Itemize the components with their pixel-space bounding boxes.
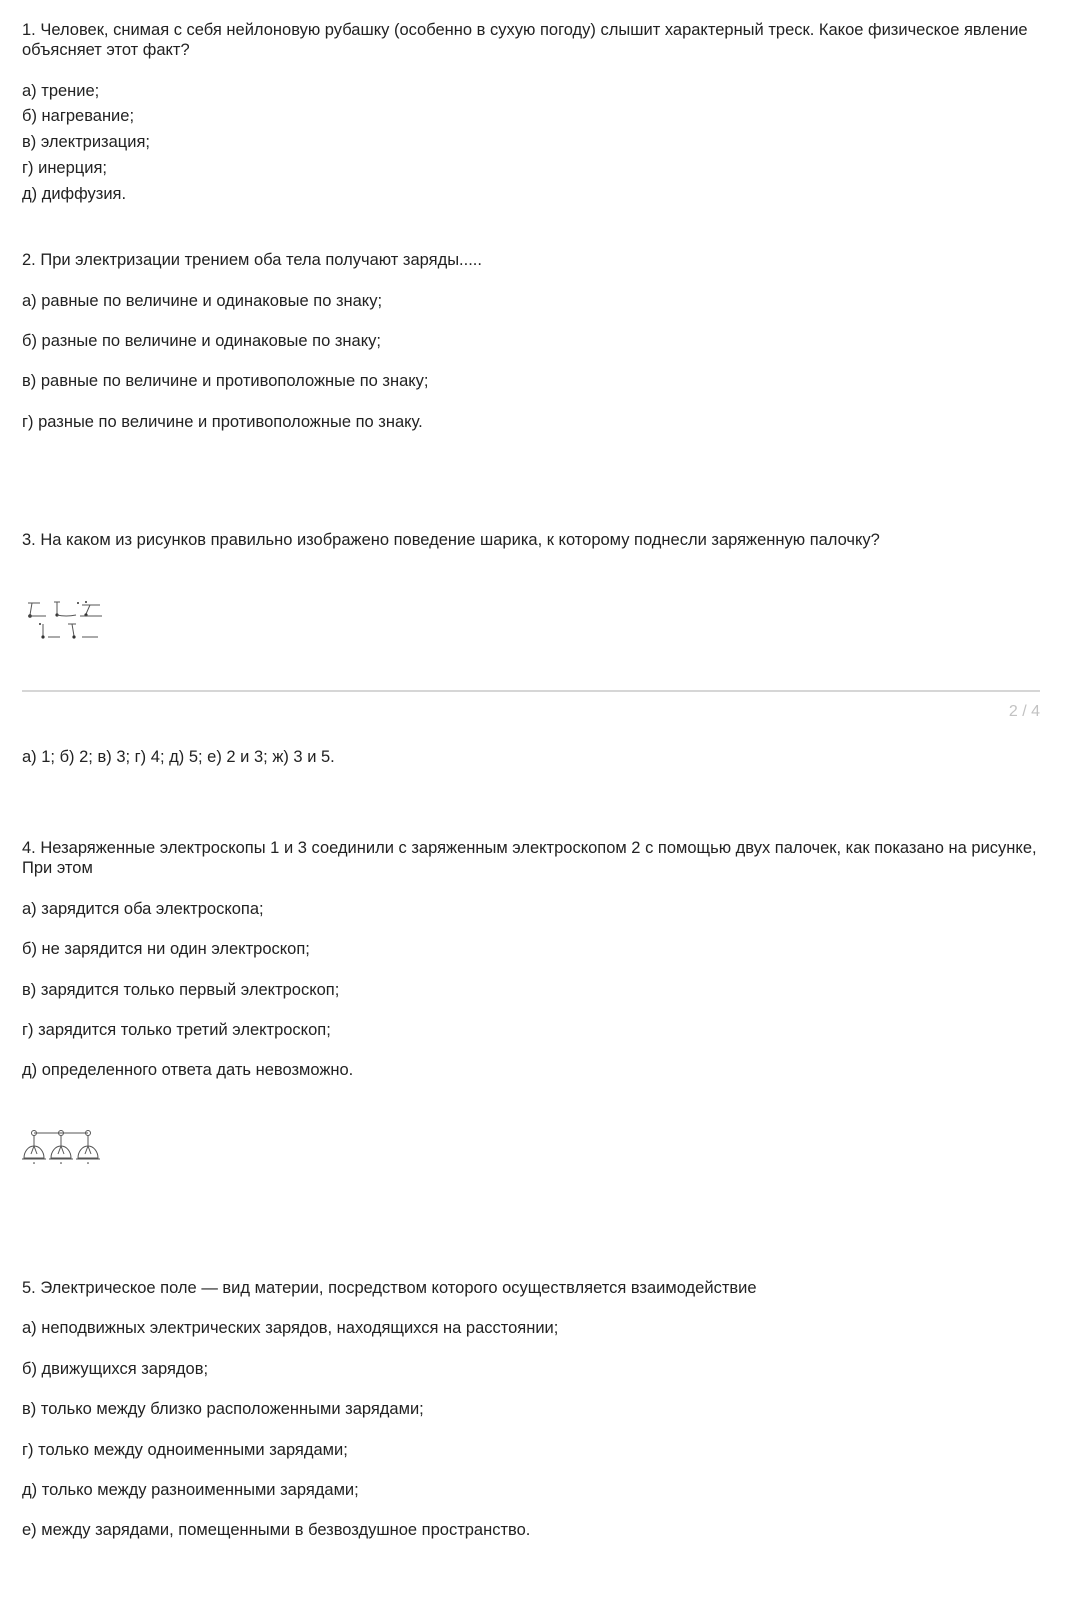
question-4-option-a: а) зарядится оба электроскопа; [22, 900, 264, 918]
question-5-option-b: б) движущихся зарядов; [22, 1360, 209, 1378]
question-5-option-c: в) только между близко расположенными зарядами; [22, 1400, 424, 1418]
question-4-option-b: б) не зарядится ни один электроскоп; [22, 940, 310, 958]
question-2-option-d: г) разные по величине и противоположные по знаку. [22, 413, 423, 431]
question-5-option-d: г) только между одноименными зарядами; [22, 1441, 348, 1459]
electroscopes-figure [20, 1128, 102, 1166]
question-2-option-c: в) равные по величине и противоположные по знаку; [22, 372, 429, 390]
page-number: 2 / 4 [1008, 703, 1040, 720]
question-5-option-e: д) только между разноименными зарядами; [22, 1481, 359, 1499]
question-1-option-d: г) инерция; [22, 159, 107, 177]
question-2-option-b: б) разные по величине и одинаковые по знаку; [22, 332, 381, 350]
question-2-option-a: а) равные по величине и одинаковые по знаку; [22, 292, 383, 310]
question-1-option-c: в) электризация; [22, 133, 150, 151]
question-5-option-a: а) неподвижных электрических зарядов, находящихся на расстоянии; [22, 1319, 559, 1337]
question-4-option-e: д) определенного ответа дать невозможно. [22, 1061, 354, 1079]
question-1-option-b: б) нагревание; [22, 107, 135, 125]
question-3-text: 3. На каком из рисунков правильно изображено поведение шарика, к которому поднесли заряженную палочку? [22, 531, 880, 549]
question-1-text: 1. Человек, снимая с себя нейлоновую рубашку (особенно в сухую погоду) слышит характерный треск. Какое физическое явление объясняет этот факт? [22, 21, 1028, 59]
question-5-text: 5. Электрическое поле — вид материи, посредством которого осуществляется взаимодействие [22, 1279, 757, 1297]
page-break-divider [22, 690, 1040, 692]
question-4-text: 4. Незаряженные электроскопы 1 и 3 соединили с заряженным электроскопом 2 с помощью двух палочек, как показано на рисунке, При этом [22, 839, 1037, 877]
question-5-option-f: е) между зарядами, помещенными в безвоздушное пространство. [22, 1521, 531, 1539]
question-2-text: 2. При электризации трением оба тела получают заряды..... [22, 251, 482, 269]
question-1-option-a: а) трение; [22, 82, 100, 100]
question-4-option-c: в) зарядится только первый электроскоп; [22, 981, 340, 999]
balls-figure [26, 598, 106, 642]
question-4-option-d: г) зарядится только третий электроскоп; [22, 1021, 331, 1039]
question-3-options: а) 1; б) 2; в) 3; г) 4; д) 5; е) 2 и 3; ж) 3 и 5. [22, 748, 335, 766]
question-1-option-e: д) диффузия. [22, 185, 127, 203]
